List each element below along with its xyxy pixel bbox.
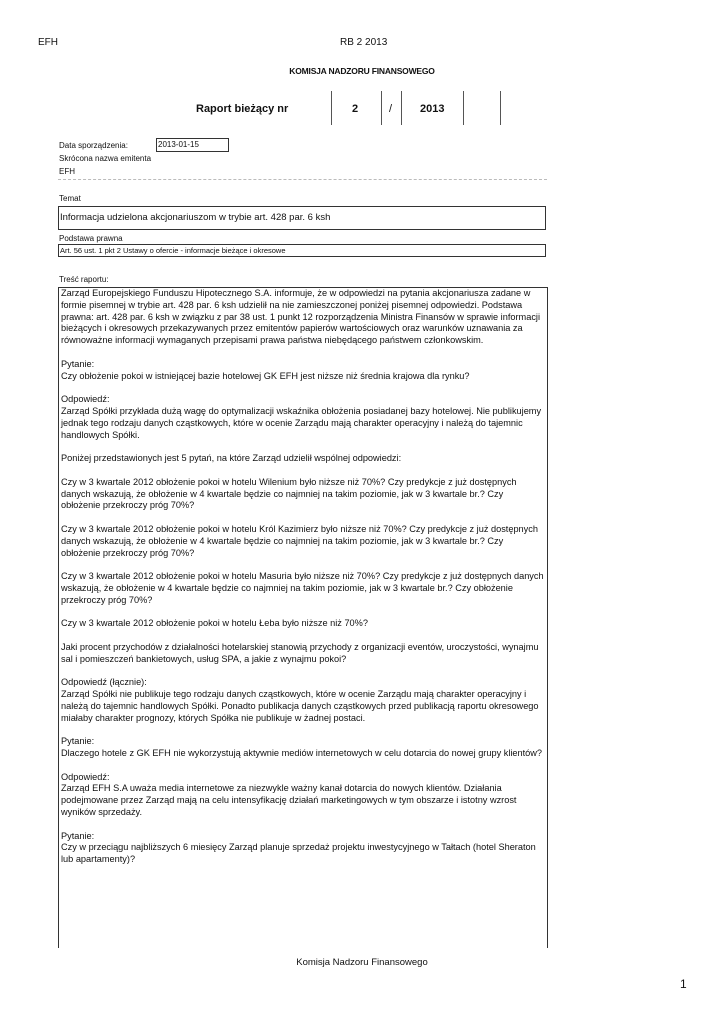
report-number: 2 [352,103,359,115]
dotted-separator [58,179,547,180]
report-year: 2013 [420,103,445,115]
legal-basis-field: Art. 56 ust. 1 pkt 2 Ustawy o ofercie - informacje bieżące i okresowe [58,244,546,257]
issuer-label: Skrócona nazwa emitenta [59,154,152,163]
header-left: EFH [38,37,58,48]
content-paragraph: Pytanie: Czy obłożenie pokoi w istniejącej bazie hotelowej GK EFH jest niższe niż średnia krajowa dla rynku? [61,358,470,381]
document-title: KOMISJA NADZORU FINANSOWEGO [289,66,435,76]
divider [500,91,501,125]
page-number: 1 [680,977,687,991]
report-content [58,287,548,948]
content-paragraph: Czy w 3 kwartale 2012 obłożenie pokoi w hotelu Wilenium było niższe niż 70%? Czy predykcje z już dostępnych danych wskazują, że obłożenie w 4 kwartale będzie co najmniej na takim poziomie, jak w 3 kwartale br.? Czy obłożenie przekroczy próg 70%? [61,476,517,511]
divider [381,91,382,125]
date-field: 2013-01-15 [156,138,229,152]
report-slash: / [389,103,393,115]
content-paragraph: Czy w 3 kwartale 2012 obłożenie pokoi w hotelu Łeba było niższe niż 70%? [61,618,368,629]
content-paragraph: Czy w 3 kwartale 2012 obłożenie pokoi w hotelu Król Kazimierz było niższe niż 70%? Czy predykcje z już dostępnych danych wskazują, że obłożenie w 4 kwartale będzie co najmniej na takim poziomie, jak w 3 kwartale br.? Czy obłożenie przekroczy próg 70%? [61,523,538,558]
subject-label: Temat [59,194,81,203]
legal-basis-label: Podstawa prawna [59,234,123,243]
content-paragraph: Odpowiedź (łącznie): Zarząd Spółki nie publikuje tego rodzaju danych cząstkowych, które w ocenie Zarządu mają charakter operacyjny i należą do tajemnic handlowych Spółki. Ponadto publikacja danych cząstkowych przed publikacją raportu okresowego miałaby charakter prognozy, których Spółka nie publikuje w żadnej postaci. [61,677,539,723]
date-label: Data sporządzenia: [59,141,128,150]
subject-field: Informacja udzielona akcjonariuszom w trybie art. 428 par. 6 ksh [58,206,546,230]
content-paragraph: Odpowiedź: Zarząd Spółki przykłada dużą wagę do optymalizacji wskaźnika obłożenia posiadanej bazy hotelowej. Nie publikujemy jednak tego rodzaju danych cząstkowych, które w ocenie Zarządu mają charakter operacyjny i należą do tajemnic handlowych Spółki. [61,394,542,440]
divider [401,91,402,125]
content-paragraph: Zarząd Europejskiego Funduszu Hipotecznego S.A. informuje, że w odpowiedzi na pytania akcjonariusza zadane w formie pisemnej w trybie art. 428 par. 6 ksh udzielił na nie zamieszczonej poniżej pisemnej odpowiedzi. Podstawa prawna: art. 428 par. 6 ksh w związku z par 38 ust. 1 punkt 12 rozporządzenia Ministra Finansów w sprawie informacji bieżących i okresowych przekazywanych przez emitentów papierów wartościowych oraz warunków uznawania za równoważne informacji wymaganych przepisami prawa państwa niebędącego państwem członkowskim. [61,288,540,346]
header-center: RB 2 2013 [340,37,388,48]
content-paragraph: Czy w 3 kwartale 2012 obłożenie pokoi w hotelu Masuria było niższe niż 70%? Czy predykcje z już dostępnych danych wskazują, że obłożenie w 4 kwartale będzie co najmniej na takim poziomie, jak w 3 kwartale br.? Czy obłożenie przekroczy próg 70%? [61,571,544,605]
content-paragraph: Pytanie: Czy w przeciągu najbliższych 6 miesięcy Zarząd planuje sprzedaż projektu inwestycyjnego w Tałtach (hotel Sheraton lub apartamenty)? [61,830,536,865]
content-paragraph: Poniżej przedstawionych jest 5 pytań, na które Zarząd udzielił wspólnej odpowiedzi: [61,453,402,464]
content-paragraph: Odpowiedź: Zarząd EFH S.A uważa media internetowe za niezwykle ważny kanał dotarcia do nowych klientów. Działania podejmowane przez Zarząd mają na celu intensyfikację działań marketingowych w tym obszarze i istotny wzrost wyników sprzedaży. [61,771,517,818]
content-label: Treść raportu: [59,275,109,284]
content-paragraph: Jaki procent przychodów z działalności hotelarskiej stanowią przychody z organizacji eventów, uroczystości, wynajmu sal i pomieszczeń bankietowych, usług SPA, a jakie z wynajmu pokoi? [61,641,539,664]
content-paragraph: Pytanie: Dlaczego hotele z GK EFH nie wykorzystują aktywnie mediów internetowych w celu dotarcia do nowej grupy klientów? [61,736,543,759]
footer-text: Komisja Nadzoru Finansowego [296,957,428,968]
report-label: Raport bieżący nr [196,103,289,115]
issuer-value: EFH [59,167,75,176]
divider [331,91,332,125]
divider [463,91,464,125]
